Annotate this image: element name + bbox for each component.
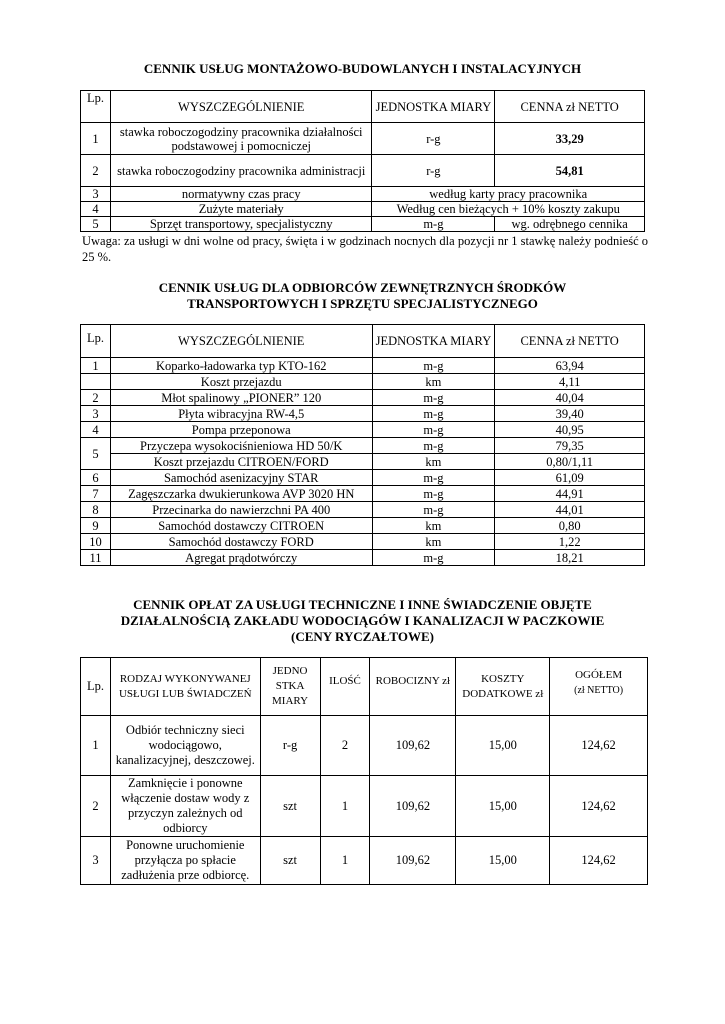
table-row: [81, 374, 645, 390]
row-desc: Przecinarka do nawierzchni PA 400: [110, 502, 372, 518]
header-price: CENNA zł NETTO: [495, 91, 645, 123]
header-price: CENNA zł NETTO: [495, 325, 645, 358]
row-desc: Samochód dostawczy CITROEN: [110, 518, 372, 534]
row-lp: 3: [81, 837, 111, 885]
header-type: RODZAJ WYKONYWANEJ USŁUGI LUB ŚWIADCZEŃ: [110, 658, 260, 716]
table-row: [81, 358, 645, 374]
row-lp: 6: [81, 470, 111, 486]
row-desc: Sprzęt transportowy, specjalistyczny: [110, 217, 372, 232]
row-desc: Zużyte materiały: [110, 202, 372, 217]
table-row: [81, 776, 648, 837]
price-table-3: [80, 657, 648, 885]
row-labor: 109,62: [370, 716, 456, 776]
row-lp: 9: [81, 518, 111, 534]
note-text: Uwaga: za usługi w dni wolne od pracy, święta i w godzinach nocnych dla pozycji nr 1 stawkę należy podnieść o 25 %.: [82, 234, 649, 264]
row-desc: Samochód asenizacyjny STAR: [110, 470, 372, 486]
section1-title: CENNIK USŁUG MONTAŻOWO-BUDOWLANYCH I INSTALACYJNYCH: [143, 61, 582, 76]
header-lp: Lp.: [81, 91, 111, 123]
row-lp: 5: [81, 438, 111, 470]
header-desc: WYSZCZEGÓLNIENIE: [110, 91, 372, 123]
row-desc: stawka roboczogodziny pracownika działalności podstawowej i pomocniczej: [110, 123, 372, 155]
row-price: 44,91: [495, 486, 645, 502]
row-price: 40,04: [495, 390, 645, 406]
header-unit: JEDNOSTKA MIARY: [372, 325, 495, 358]
row-price: wg. odrębnego cennika: [495, 217, 645, 232]
row-type: Odbiór techniczny sieci wodociągowo, kanalizacyjnej, deszczowej.: [110, 716, 260, 776]
header-desc: WYSZCZEGÓLNIENIE: [110, 325, 372, 358]
table-header-row: [81, 325, 645, 358]
header-lp: Lp.: [81, 325, 111, 358]
price-table-1: [80, 90, 645, 232]
table-row: [81, 123, 645, 155]
price-table-2: [80, 324, 645, 566]
row-unit: szt: [260, 837, 320, 885]
row-unit: r-g: [260, 716, 320, 776]
row-lp: 3: [81, 187, 111, 202]
row-lp: 4: [81, 202, 111, 217]
row-unit: r-g: [372, 123, 495, 155]
header-qty: ILOŚĆ: [320, 658, 370, 716]
row-price: 18,21: [495, 550, 645, 566]
row-desc: Samochód dostawczy FORD: [110, 534, 372, 550]
table-row: [81, 406, 645, 422]
table-row: [81, 202, 645, 217]
row-lp: 2: [81, 776, 111, 837]
row-unit: m-g: [372, 502, 495, 518]
section3-title: CENNIK OPŁAT ZA USŁUGI TECHNICZNE I INNE ŚWIADCZENIE OBJĘTE DZIAŁALNOŚCIĄ ZAKŁADU WODOCIĄGÓW I KANALIZACJI W PACZKOWIE (CENY RYCZAŁTOWE): [120, 597, 605, 644]
row-unit: km: [372, 374, 495, 390]
row-lp: 11: [81, 550, 111, 566]
table-row: [81, 422, 645, 438]
row-price: 0,80: [495, 518, 645, 534]
table-row: [81, 518, 645, 534]
row-type: Ponowne uruchomienie przyłącza po spłacie zadłużenia prze odbiorcę.: [110, 837, 260, 885]
table-header-row: [81, 91, 645, 123]
row-price: 33,29: [495, 123, 645, 155]
table-row: [81, 155, 645, 187]
row-extra: 15,00: [456, 837, 550, 885]
row-desc: Młot spalinowy „PIONER” 120: [110, 390, 372, 406]
header-total-label: OGÓŁEM: [575, 669, 623, 681]
row-price: 39,40: [495, 406, 645, 422]
header-lp: Lp.: [81, 658, 111, 716]
row-unit: m-g: [372, 390, 495, 406]
row-lp: 5: [81, 217, 111, 232]
row-lp: [81, 374, 111, 390]
row-price: 4,11: [495, 374, 645, 390]
row-labor: 109,62: [370, 837, 456, 885]
table-row: [81, 187, 645, 202]
row-price: 40,95: [495, 422, 645, 438]
table-header-row: [81, 658, 648, 716]
row-unit: km: [372, 454, 495, 470]
header-extra: KOSZTY DODATKOWE zł: [456, 658, 550, 716]
row-lp: 1: [81, 123, 111, 155]
table-row: [81, 550, 645, 566]
row-lp: 7: [81, 486, 111, 502]
row-unit: m-g: [372, 486, 495, 502]
row-lp: 1: [81, 716, 111, 776]
row-merged: według karty pracy pracownika: [372, 187, 645, 202]
row-unit: m-g: [372, 550, 495, 566]
row-unit: m-g: [372, 422, 495, 438]
row-desc: Koszt przejazdu CITROEN/FORD: [110, 454, 372, 470]
table-row: [81, 502, 645, 518]
table-row: [81, 438, 645, 454]
row-lp: 8: [81, 502, 111, 518]
row-price: 1,22: [495, 534, 645, 550]
row-desc: normatywny czas pracy: [110, 187, 372, 202]
row-unit: km: [372, 518, 495, 534]
row-total: 124,62: [550, 716, 648, 776]
header-total-sub: (zł NETTO): [574, 685, 624, 696]
row-type: Zamknięcie i ponowne włączenie dostaw wody z przyczyn zależnych od odbiorcy: [110, 776, 260, 837]
row-price: 54,81: [495, 155, 645, 187]
row-desc: stawka roboczogodziny pracownika administracji: [110, 155, 372, 187]
table-row: [81, 217, 645, 232]
row-lp: 3: [81, 406, 111, 422]
row-desc: Przyczepa wysokociśnieniowa HD 50/K: [110, 438, 372, 454]
table-row: [81, 716, 648, 776]
table-row: [81, 390, 645, 406]
header-unit: JEDNO STKA MIARY: [260, 658, 320, 716]
row-desc: Pompa przeponowa: [110, 422, 372, 438]
row-price: 61,09: [495, 470, 645, 486]
row-lp: 4: [81, 422, 111, 438]
row-qty: 1: [320, 837, 370, 885]
row-desc: Agregat prądotwórczy: [110, 550, 372, 566]
row-total: 124,62: [550, 776, 648, 837]
row-unit: m-g: [372, 358, 495, 374]
row-unit: m-g: [372, 470, 495, 486]
row-price: 79,35: [495, 438, 645, 454]
row-extra: 15,00: [456, 776, 550, 837]
table-row: [81, 454, 645, 470]
row-desc: Koparko-ładowarka typ KTO-162: [110, 358, 372, 374]
section2-title: CENNIK USŁUG DLA ODBIORCÓW ZEWNĘTRZNYCH ŚRODKÓW TRANSPORTOWYCH I SPRZĘTU SPECJALISTYCZNEGO: [158, 280, 567, 311]
header-unit: JEDNOSTKA MIARY: [372, 91, 495, 123]
row-desc: Zagęszczarka dwukierunkowa AVP 3020 HN: [110, 486, 372, 502]
row-unit: m-g: [372, 217, 495, 232]
row-extra: 15,00: [456, 716, 550, 776]
row-lp: 2: [81, 155, 111, 187]
row-desc: Koszt przejazdu: [110, 374, 372, 390]
row-unit: r-g: [372, 155, 495, 187]
row-merged: Według cen bieżących + 10% koszty zakupu: [372, 202, 645, 217]
row-unit: km: [372, 534, 495, 550]
row-unit: szt: [260, 776, 320, 837]
row-labor: 109,62: [370, 776, 456, 837]
row-unit: m-g: [372, 438, 495, 454]
header-labor: ROBOCIZNY zł: [370, 658, 456, 716]
row-qty: 1: [320, 776, 370, 837]
row-lp: 2: [81, 390, 111, 406]
table-row: [81, 486, 645, 502]
row-total: 124,62: [550, 837, 648, 885]
header-total: [550, 658, 648, 716]
row-unit: m-g: [372, 406, 495, 422]
table-row: [81, 470, 645, 486]
row-price: 63,94: [495, 358, 645, 374]
row-lp: 1: [81, 358, 111, 374]
row-qty: 2: [320, 716, 370, 776]
row-price: 0,80/1,11: [495, 454, 645, 470]
row-lp: 10: [81, 534, 111, 550]
table-row: [81, 837, 648, 885]
table-row: [81, 534, 645, 550]
row-price: 44,01: [495, 502, 645, 518]
row-desc: Płyta wibracyjna RW-4,5: [110, 406, 372, 422]
